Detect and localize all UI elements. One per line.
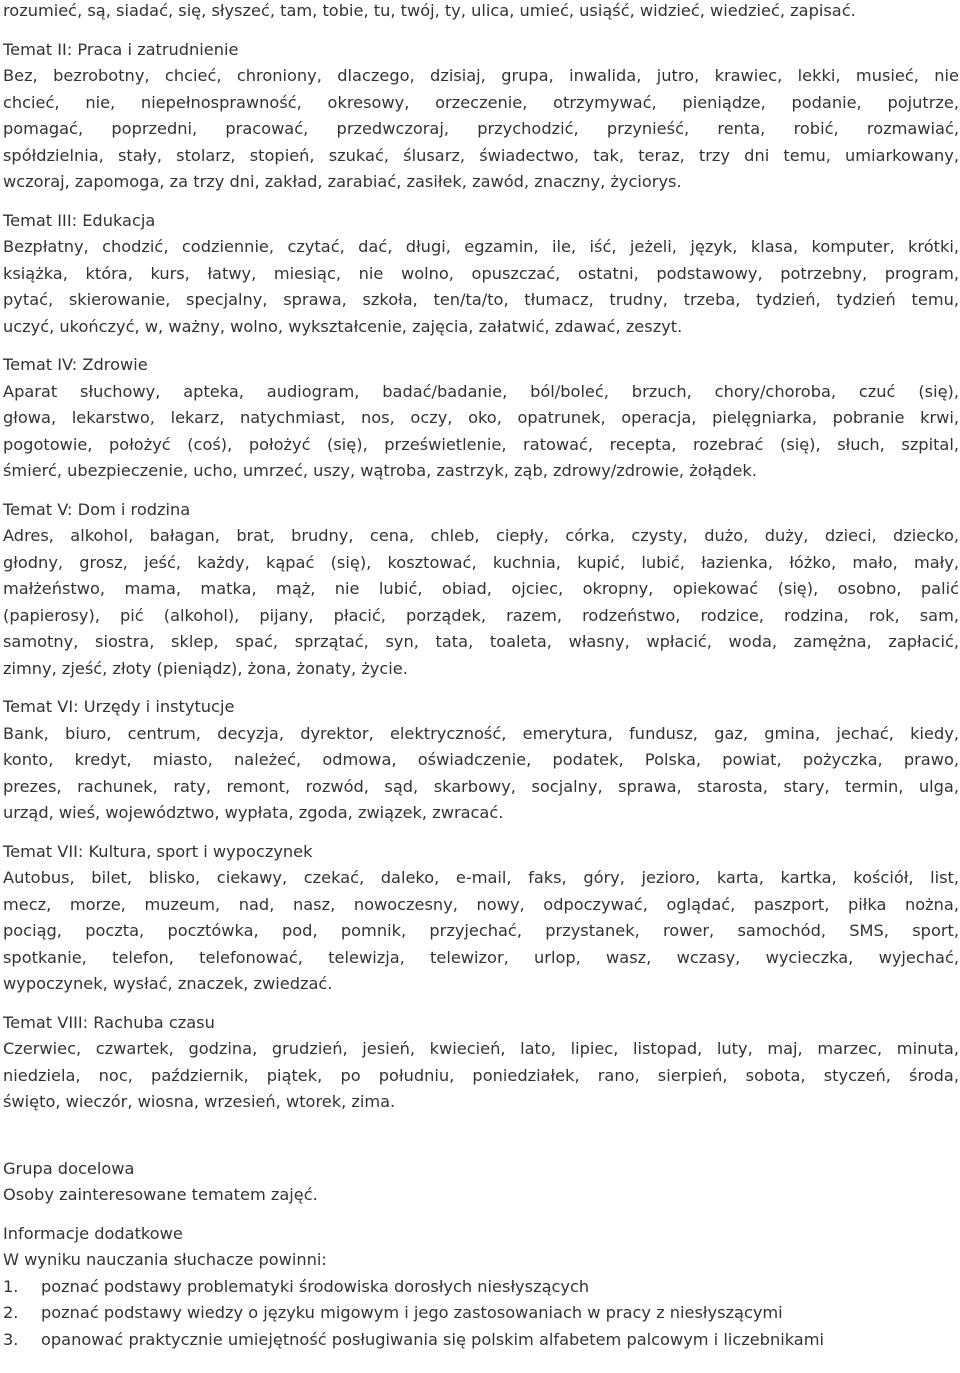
section-line: Bez, bezrobotny, chcieć, chroniony, dlaczego, dzisiaj, grupa, inwalida, jutro, krawiec, lekki, musieć, nie <box>3 66 959 85</box>
section-line: śmierć, ubezpieczenie, ucho, umrzeć, uszy, wątroba, zastrzyk, ząb, zdrowy/zdrowie, żołądek. <box>3 461 757 480</box>
section-line: małżeństwo, mama, matka, mąż, nie lubić, obiad, ojciec, okropny, opiekować (się), osobno, palić <box>3 579 959 598</box>
section-line: wczoraj, zapomoga, za trzy dni, zakład, zarabiać, zasiłek, zawód, znaczny, życiorys. <box>3 172 682 191</box>
section-title: Temat VI: Urzędy i instytucje <box>3 697 235 716</box>
section-line: spotkanie, telefon, telefonować, telewizja, telewizor, urlop, wasz, wczasy, wycieczka, wyjechać, <box>3 947 959 967</box>
section-line: głowa, lekarstwo, lekarz, natychmiast, nos, oczy, oko, opatrunek, operacja, pielęgniarka, pobranie krwi, <box>3 408 959 427</box>
section-line: mecz, morze, muzeum, nad, nasz, nowoczesny, nowy, odpoczywać, oglądać, paszport, piłka nożna, <box>3 894 959 914</box>
section-title: Temat VII: Kultura, sport i wypoczynek <box>3 841 313 861</box>
section-line: Bezpłatny, chodzić, codziennie, czytać, dać, długi, egzamin, ile, iść, jeżeli, język, klasa, komputer, krótki, <box>3 237 959 256</box>
section-title: Temat IV: Zdrowie <box>3 355 148 374</box>
section-line: pogotowie, położyć (coś), położyć (się), prześwietlenie, ratować, recepta, rozebrać (się), słuch, szpital, <box>3 434 959 454</box>
section-kultura <box>3 839 959 998</box>
list-item <box>3 1300 959 1327</box>
section-rachuba-czasu <box>3 1010 959 1116</box>
section-line: spółdzielnia, stały, stolarz, stopień, szukać, ślusarz, świadectwo, tak, teraz, trzy dni temu, umiarkowany, <box>3 145 959 165</box>
section-line: pytać, skierowanie, specjalny, sprawa, szkoła, ten/ta/to, tłumacz, trudny, trzeba, tydzień, tydzień temu, <box>3 290 959 309</box>
section-line: zimny, zjeść, złoty (pieniądz), żona, żonaty, życie. <box>3 658 408 678</box>
section-title: Temat III: Edukacja <box>3 210 156 230</box>
section-edukacja <box>3 208 959 341</box>
section-line: święto, wieczór, wiosna, wrzesień, wtorek, zima. <box>3 1092 396 1111</box>
section-title: Temat VIII: Rachuba czasu <box>3 1012 215 1032</box>
section-line: prezes, rachunek, raty, remont, rozwód, sąd, skarbowy, socjalny, sprawa, starosta, stary, termin, ulga, <box>3 776 959 796</box>
section-line: konto, kredyt, miasto, należeć, odmowa, oświadczenie, podatek, Polska, powiat, pożyczka, prawo, <box>3 750 959 769</box>
section-line: niedziela, noc, październik, piątek, po południu, poniedziałek, rano, sierpień, sobota, styczeń, środa, <box>3 1065 959 1085</box>
section-line: wypoczynek, wysłać, znaczek, zwiedzać. <box>3 974 333 993</box>
list-item-number: 2. <box>3 1303 19 1322</box>
section-line: (papierosy), pić (alkohol), pijany, płacić, porządek, razem, rodzeństwo, rodzice, rodzina, rok, sam, <box>3 605 959 625</box>
target-group-text: Osoby zainteresowane tematem zajęć. <box>3 1185 318 1204</box>
spacer <box>3 1116 959 1144</box>
section-zdrowie <box>3 352 959 485</box>
section-title: Temat V: Dom i rodzina <box>3 499 191 519</box>
list-item-text: poznać podstawy problematyki środowiska dorosłych niesłyszących <box>41 1276 590 1296</box>
target-group-section <box>3 1156 959 1209</box>
section-urzedy <box>3 694 959 827</box>
section-line: książka, która, kurs, łatwy, miesiąc, nie wolno, opuszczać, ostatni, podstawowy, potrzebny, program, <box>3 263 959 283</box>
section-line: Czerwiec, czwartek, godzina, grudzień, jesień, kwiecień, lato, lipiec, listopad, luty, maj, marzec, minuta, <box>3 1039 959 1058</box>
section-line: urząd, wieś, województwo, wypłata, zgoda, związek, zwracać. <box>3 803 504 822</box>
section-line: samotny, siostra, sklep, spać, sprzątać, syn, tata, toaleta, własny, wpłacić, woda, zamężna, zapłacić, <box>3 632 959 651</box>
additional-info-section <box>3 1221 959 1354</box>
additional-info-title: Informacje dodatkowe <box>3 1223 183 1243</box>
section-line: Bank, biuro, centrum, decyzja, dyrektor, elektryczność, emerytura, fundusz, gaz, gmina, jechać, kiedy, <box>3 723 959 743</box>
document-page <box>3 0 959 1353</box>
section-praca <box>3 37 959 196</box>
list-item <box>3 1274 959 1301</box>
additional-info-intro: W wyniku nauczania słuchacze powinni: <box>3 1250 327 1269</box>
target-group-title: Grupa docelowa <box>3 1158 135 1178</box>
section-line: uczyć, ukończyć, w, ważny, wolno, wykształcenie, zajęcia, załatwić, zdawać, zeszyt. <box>3 316 683 336</box>
intro-line: rozumieć, są, siadać, się, słyszeć, tam, tobie, tu, twój, ty, ulica, umieć, usiąść, widzieć, wiedzieć, zapisać. <box>3 1 856 20</box>
section-line: pociąg, poczta, pocztówka, pod, pomnik, przyjechać, przystanek, rower, samochód, SMS, sport, <box>3 921 959 940</box>
section-line: Autobus, bilet, blisko, ciekawy, czekać, daleko, e-mail, faks, góry, jezioro, karta, kartka, kościół, list, <box>3 868 959 887</box>
section-line: Adres, alkohol, bałagan, brat, brudny, cena, chleb, ciepły, córka, czysty, dużo, duży, dzieci, dziecko, <box>3 526 959 545</box>
list-item-text: poznać podstawy wiedzy o języku migowym i jego zastosowaniach w pracy z niesłyszącymi <box>41 1303 783 1322</box>
list-item-number: 3. <box>3 1329 19 1349</box>
section-line: Aparat słuchowy, apteka, audiogram, badać/badanie, ból/boleć, brzuch, chory/choroba, czuć (się), <box>3 381 959 401</box>
list-item <box>3 1327 959 1354</box>
goals-list <box>3 1274 959 1354</box>
section-line: głodny, grosz, jeść, każdy, kąpać (się), kosztować, kuchnia, kupić, lubić, łazienka, łóżko, mało, mały, <box>3 552 959 572</box>
section-dom-i-rodzina <box>3 497 959 683</box>
section-line: chcieć, nie, niepełnosprawność, okresowy, orzeczenie, otrzymywać, pieniądze, podanie, pojutrze, <box>3 92 959 112</box>
list-item-text: opanować praktycznie umiejętność posługiwania się polskim alfabetem palcowym i liczebnikami <box>41 1329 824 1349</box>
list-item-number: 1. <box>3 1276 19 1296</box>
section-line: pomagać, poprzedni, pracować, przedwczoraj, przychodzić, przynieść, renta, robić, rozmawiać, <box>3 119 959 138</box>
section-title: Temat II: Praca i zatrudnienie <box>3 39 239 59</box>
